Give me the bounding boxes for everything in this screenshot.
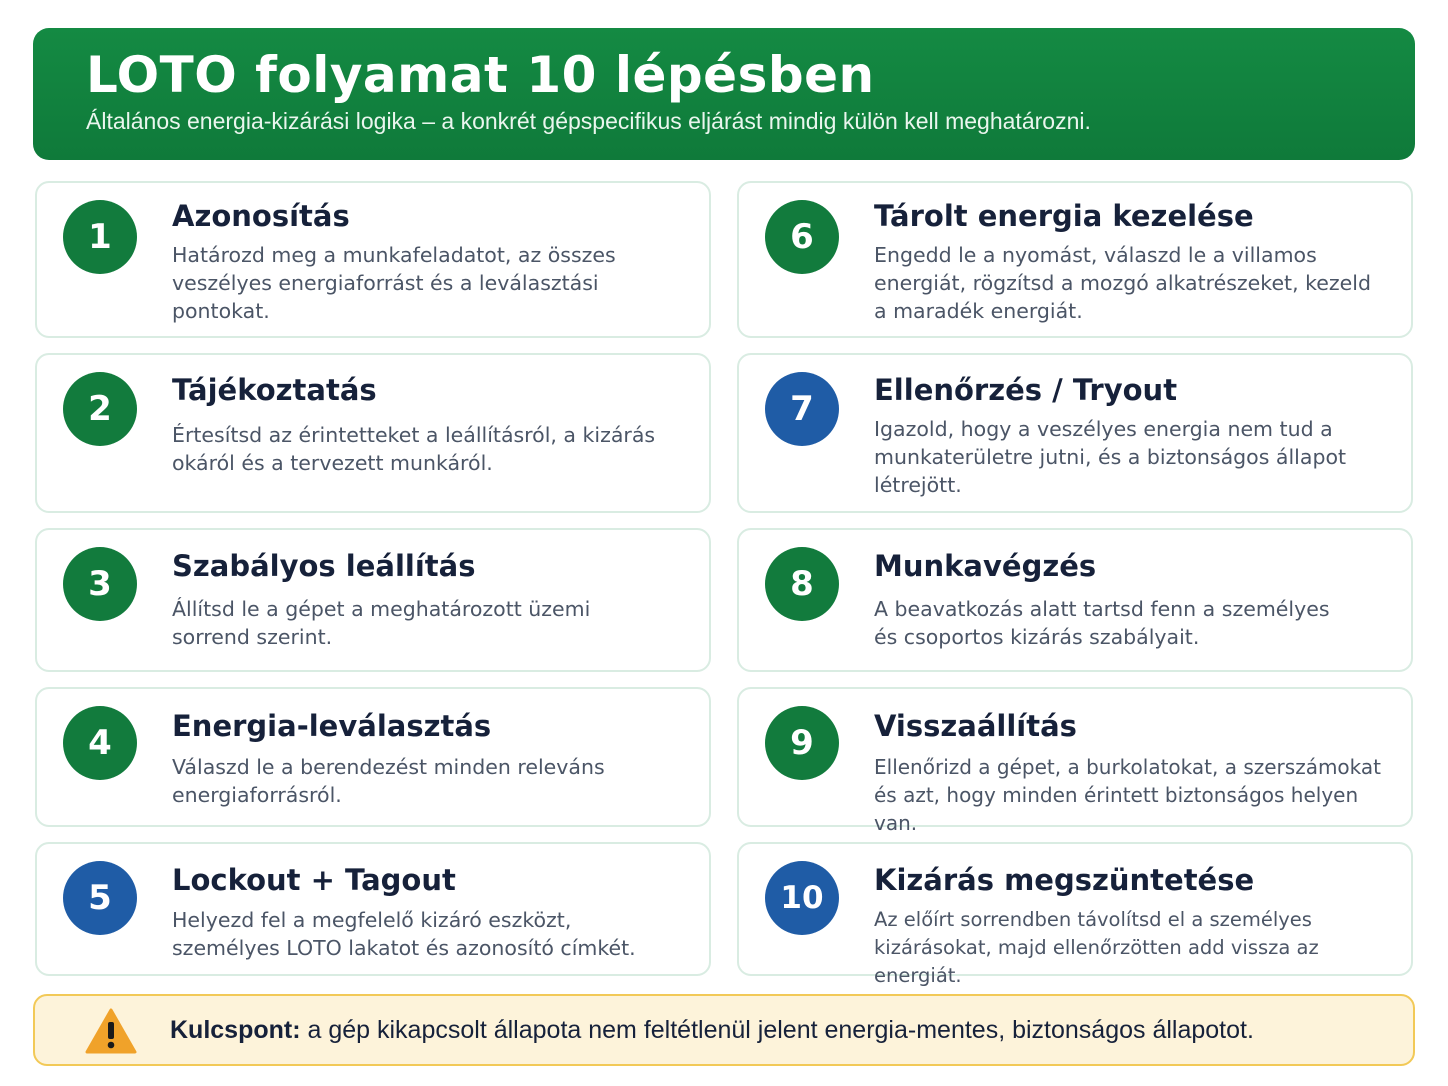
step-description: Az előírt sorrendben távolítsd el a személyes kizárásokat, majd ellenőrzötten add vissza az energiát. <box>874 908 1319 987</box>
step-title: Azonosítás <box>172 199 350 233</box>
step-number-badge: 8 <box>765 547 839 621</box>
step-description: Igazold, hogy a veszélyes energia nem tud a munkaterületre jutni, és a biztonságos állapot létrejött. <box>874 417 1347 497</box>
step-title: Visszaállítás <box>874 709 1077 743</box>
step-number-badge: 2 <box>63 372 137 446</box>
step-card-2 <box>35 353 711 513</box>
step-title: Ellenőrzés / Tryout <box>874 373 1178 407</box>
step-card-8 <box>737 528 1413 672</box>
key-point-banner <box>33 994 1415 1066</box>
step-number-badge: 9 <box>765 706 839 780</box>
step-description: Válaszd le a berendezést minden releváns energiaforrásról. <box>172 755 605 807</box>
key-point-message: a gép kikapcsolt állapota nem feltétlenül jelent energia-mentes, biztonságos állapotot. <box>307 1016 1254 1044</box>
step-number-badge: 10 <box>765 861 839 935</box>
step-number-badge: 3 <box>63 547 137 621</box>
step-description: Engedd le a nyomást, válaszd le a villamos energiát, rögzítsd a mozgó alkatrészeket, kezeld a maradék energiát. <box>874 243 1371 323</box>
step-card-4 <box>35 687 711 827</box>
key-point-text <box>170 1014 1254 1046</box>
step-description: Értesítsd az érintetteket a leállításról, a kizárás okáról és a tervezett munkáról. <box>172 423 656 475</box>
step-card-9 <box>737 687 1413 835</box>
step-title: Energia-leválasztás <box>172 709 492 743</box>
step-description: Helyezd fel a megfelelő kizáró eszközt, személyes LOTO lakatot és azonosító címkét. <box>172 908 636 960</box>
step-title: Kizárás megszüntetése <box>874 863 1255 897</box>
step-number-badge: 6 <box>765 200 839 274</box>
warning-icon <box>85 1008 137 1054</box>
step-card-3 <box>35 528 711 672</box>
step-card-1 <box>35 181 711 338</box>
step-card-5 <box>35 842 711 976</box>
step-description: A beavatkozás alatt tartsd fenn a személyes és csoportos kizárás szabályait. <box>874 597 1330 649</box>
step-description: Határozd meg a munkafeladatot, az összes veszélyes energiaforrást és a leválasztási pontokat. <box>172 243 616 323</box>
header-banner <box>33 28 1415 160</box>
step-description: Ellenőrizd a gépet, a burkolatokat, a szerszámokat és azt, hogy minden érintett biztonságos helyen van. <box>874 755 1381 835</box>
step-title: Munkavégzés <box>874 549 1097 583</box>
key-point-label: Kulcspont: <box>170 1016 301 1044</box>
step-card-6 <box>737 181 1413 338</box>
step-title: Tájékoztatás <box>172 373 377 407</box>
step-card-7 <box>737 353 1413 513</box>
step-number-badge: 7 <box>765 372 839 446</box>
step-number-badge: 1 <box>63 200 137 274</box>
step-number-badge: 4 <box>63 706 137 780</box>
page-title: LOTO folyamat 10 lépésben <box>86 46 875 104</box>
step-description: Állítsd le a gépet a meghatározott üzemi sorrend szerint. <box>172 597 591 649</box>
page-subtitle: Általános energia-kizárási logika – a konkrét gépspecifikus eljárást mindig külön kell meghatározni. <box>86 108 1091 134</box>
step-title: Lockout + Tagout <box>172 863 456 897</box>
step-card-10 <box>737 842 1413 987</box>
step-title: Szabályos leállítás <box>172 549 476 583</box>
step-title: Tárolt energia kezelése <box>874 199 1254 233</box>
step-number-badge: 5 <box>63 861 137 935</box>
